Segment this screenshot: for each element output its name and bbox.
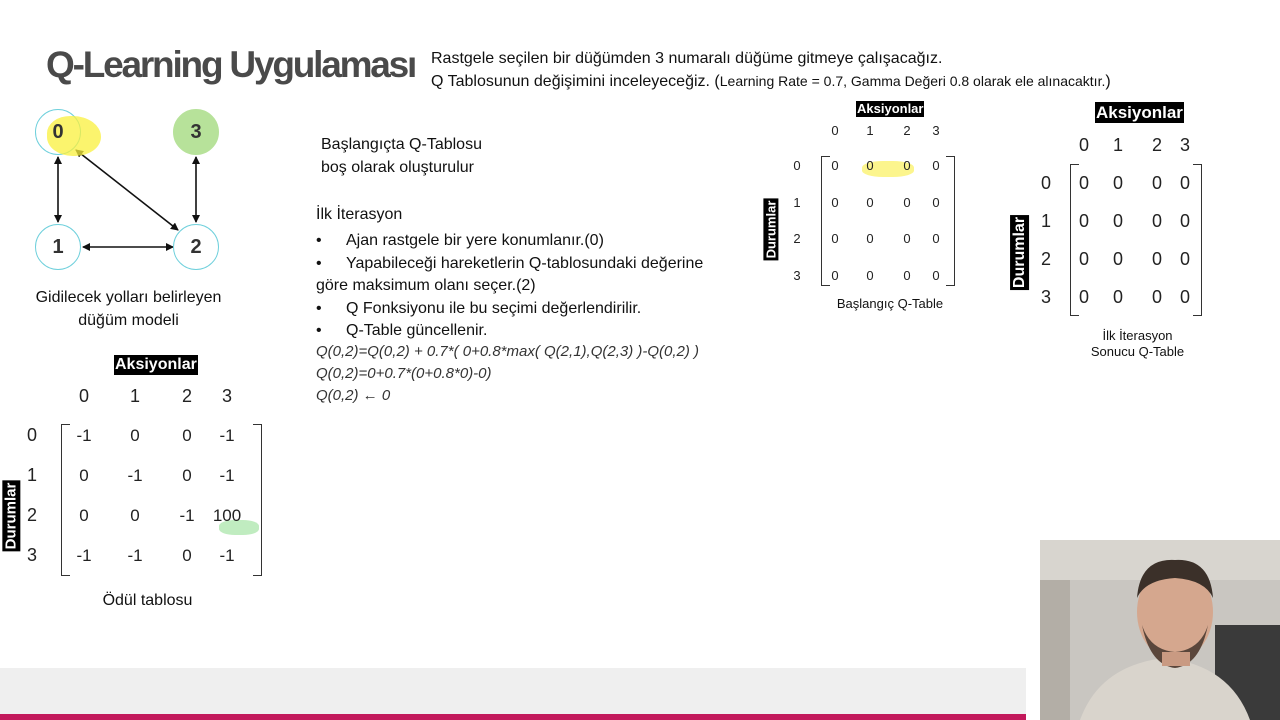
bullet-mark: • [316,254,322,272]
matrix-cell: 0 [1151,287,1162,308]
matrix-cell: 0 [1078,249,1089,270]
row-label: 1 [793,195,801,211]
matrix-bracket-right [253,424,262,576]
matrix-cell: 0 [932,158,940,174]
graph-node-0-label: 0 [52,120,64,143]
graph-caption-line-1: Gidilecek yolları belirleyen [35,289,222,306]
slide-title: Q-Learning Uygulaması [46,44,416,85]
matrix-cell: 0 [79,465,89,485]
matrix-cell: 0 [866,231,874,247]
matrix-cell: 0 [831,268,839,284]
matrix-cell: 0 [1078,287,1089,308]
matrix-cell: 0 [130,425,140,445]
row-label: 3 [1040,287,1051,308]
formula-line-3: Q(0,2) ← 0 [316,387,391,404]
edge-0-2 [76,150,178,230]
intro-line-2-main: Q Tablosunun değişimini inceleyeceğiz. ( [431,73,720,90]
matrix-cell: -1 [76,545,92,565]
matrix-caption-line-1: İlk İterasyon [1102,328,1173,343]
matrix-cell: 0 [1112,211,1123,232]
matrix-bracket-left [821,156,830,286]
matrix-cell: 0 [866,268,874,284]
reward-table [0,350,270,615]
presenter-webcam [1040,540,1280,720]
matrix-cell: 0 [903,231,911,247]
row-label: 0 [26,425,37,446]
step-text: Ajan rastgele bir yere konumlanır.(0) [346,232,604,249]
step-text: Yapabileceği hareketlerin Q-tablosundaki değerine [346,254,704,272]
matrix-cell: -1 [219,545,235,565]
matrix-cell: 0 [182,545,192,565]
matrix-cell: 0 [182,425,192,445]
aksiyonlar-header: Aksiyonlar [115,356,197,373]
column-label: 0 [831,123,839,138]
matrix-cell: 0 [1179,249,1190,270]
matrix-cell: 0 [1112,249,1123,270]
matrix-bracket-right [946,156,955,286]
step-text: göre maksimum olanı seçer.(2) [316,277,536,294]
intro-line-2 [431,70,1111,93]
durumlar-side-label: Durumlar [1011,216,1029,289]
presenter-image [1040,540,1280,720]
matrix-cell: 0 [932,268,940,284]
matrix-cell: 0 [932,195,940,211]
matrix-cell: 0 [866,158,874,174]
step-text: Q Fonksiyonu ile bu seçimi değerlendirilir. [346,299,642,317]
first-iteration-q-table [1000,98,1240,368]
durumlar-side-label: Durumlar [2,482,20,550]
graph-node-2: 2 [173,224,219,270]
step-item [316,320,756,343]
matrix-cell: -1 [219,465,235,485]
matrix-cell: 100 [212,505,242,525]
graph-node-3: 3 [173,109,219,155]
formula-line-2: Q(0,2)=0+0.7*(0+0.8*0)-0) [316,365,492,382]
matrix-cell: 0 [932,231,940,247]
footer-accent-line [0,714,1026,720]
intro-line-2-end: ) [1105,73,1111,90]
matrix-cell: 0 [1179,211,1190,232]
column-label: 2 [1151,135,1162,155]
column-label: 1 [866,123,874,138]
matrix-cell: -1 [127,465,143,485]
matrix-cell: 0 [1078,173,1089,194]
step-text: Q-Table güncellenir. [346,322,488,339]
matrix-cell: 0 [182,465,192,485]
bullet-mark: • [316,299,322,317]
bullet-mark: • [316,322,322,339]
matrix-caption-line-2: Sonucu Q-Table [1090,344,1185,359]
intro-text [431,47,1111,93]
matrix-cell: 0 [903,268,911,284]
matrix-caption: Başlangıç Q-Table [836,296,944,311]
footer-bar [0,668,1026,715]
matrix-cell: -1 [127,545,143,565]
matrix-cell: 0 [1151,173,1162,194]
bullet-mark: • [316,232,322,249]
matrix-cell: 0 [903,158,911,174]
row-label: 2 [26,505,37,526]
column-label: 0 [1078,135,1089,155]
aksiyonlar-header: Aksiyonlar [1096,103,1183,122]
start-note [321,133,482,179]
step-item [316,298,756,321]
step-item [316,253,756,276]
column-label: 2 [903,123,911,138]
matrix-cell: 0 [1151,211,1162,232]
row-label: 0 [793,158,801,174]
matrix-cell: 0 [903,195,911,211]
row-label: 2 [793,231,801,247]
start-note-line-2: boş olarak oluşturulur [321,159,474,176]
column-label: 3 [1179,135,1190,155]
graph-node-1: 1 [35,224,81,270]
aksiyonlar-header: Aksiyonlar [857,101,924,116]
row-label: 3 [26,545,37,566]
node-graph [20,100,260,290]
matrix-caption: Ödül tablosu [102,592,193,609]
matrix-cell: 0 [866,195,874,211]
matrix-cell: 0 [130,505,140,525]
step-item [316,230,756,253]
column-label: 1 [1112,135,1123,155]
row-label: 3 [793,268,801,284]
initial-q-table [760,98,990,318]
row-label: 1 [1040,211,1051,232]
iteration-steps [316,230,756,343]
matrix-cell: 0 [1151,249,1162,270]
matrix-cell: 0 [1179,173,1190,194]
step-item-continued [316,275,756,298]
matrix-cell: 0 [1112,173,1123,194]
row-label: 0 [1040,173,1051,194]
iteration-title: İlk İterasyon [316,206,403,223]
column-label: 3 [932,123,940,138]
intro-line-1: Rastgele seçilen bir düğümden 3 numaralı düğüme gitmeye çalışacağız. [431,50,943,67]
durumlar-side-label: Durumlar [763,200,779,259]
graph-caption-line-2: düğüm modeli [78,312,179,329]
row-label: 1 [26,465,37,486]
matrix-cell: 0 [1179,287,1190,308]
matrix-cell: 0 [79,505,89,525]
row-label: 2 [1040,249,1051,270]
column-label: 3 [221,386,232,406]
matrix-cell: 0 [1078,211,1089,232]
matrix-cell: 0 [831,158,839,174]
matrix-cell: -1 [76,425,92,445]
graph-caption [16,286,241,332]
start-note-line-1: Başlangıçta Q-Tablosu [321,136,482,153]
matrix-cell: -1 [219,425,235,445]
formula-line-1: Q(0,2)=Q(0,2) + 0.7*( 0+0.8*max( Q(2,1),Q(2,3) )-Q(0,2) ) [316,343,700,360]
matrix-cell: 0 [831,231,839,247]
intro-params: Learning Rate = 0.7, Gamma Değeri 0.8 olarak ele alınacaktır. [719,73,1106,89]
column-label: 0 [78,386,89,406]
column-label: 2 [181,386,192,406]
matrix-cell: -1 [179,505,195,525]
column-label: 1 [129,386,140,406]
matrix-cell: 0 [1112,287,1123,308]
matrix-cell: 0 [831,195,839,211]
